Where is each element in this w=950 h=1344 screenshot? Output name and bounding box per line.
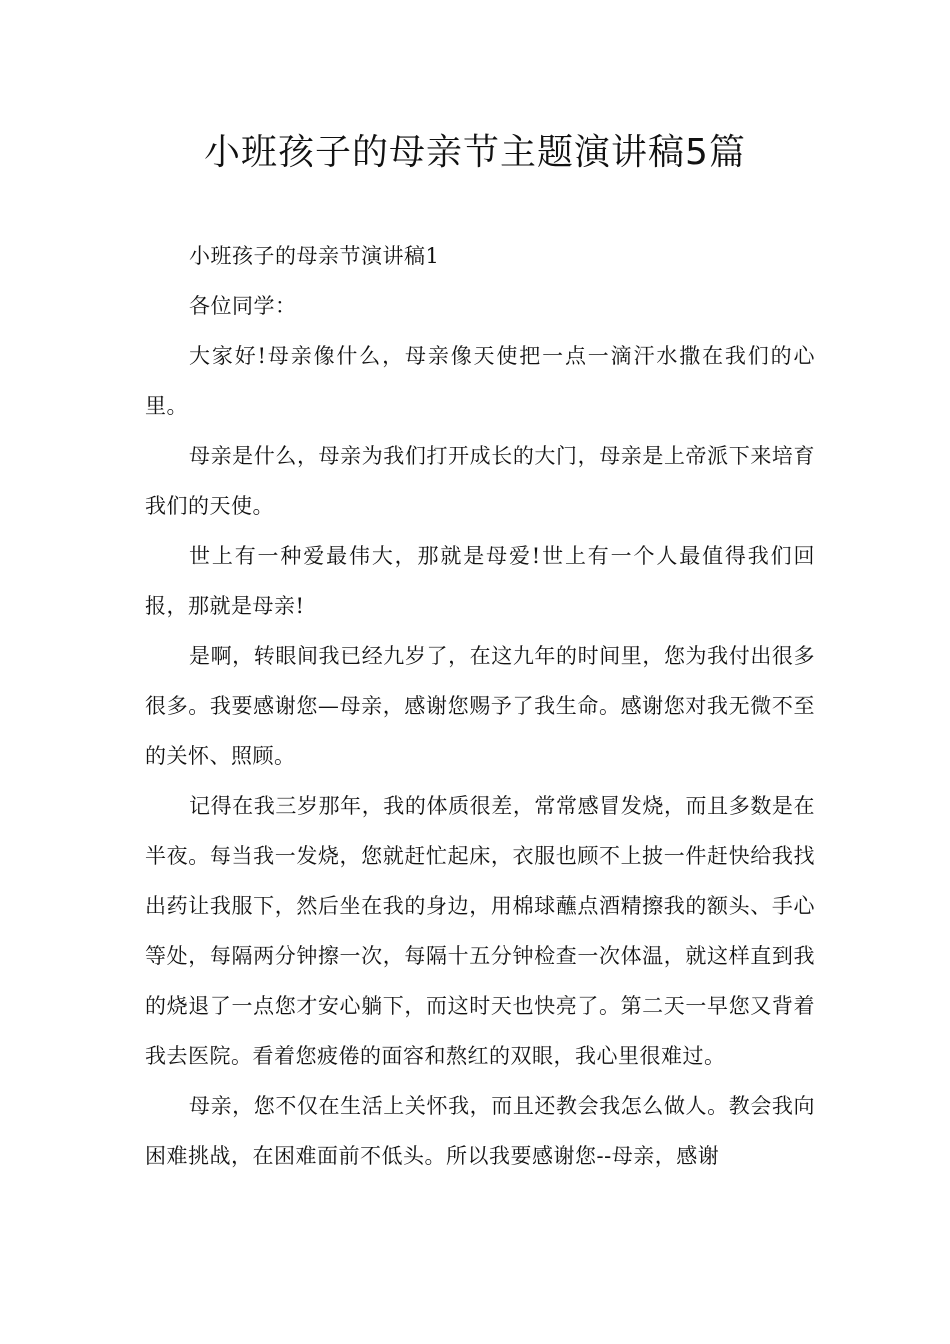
paragraph-speech-heading: 小班孩子的母亲节演讲稿1 bbox=[189, 244, 440, 268]
paragraph: 母亲，您不仅在生活上关怀我，而且还教会我怎么做人。教会我向困难挑战，在困难面前不低头。所以我要感谢您--母亲，感谢 bbox=[145, 1094, 815, 1168]
document-body bbox=[145, 231, 815, 1181]
paragraph: 是啊，转眼间我已经九岁了，在这九年的时间里，您为我付出很多很多。我要感谢您—母亲，感谢您赐予了我生命。感谢您对我无微不至的关怀、照顾。 bbox=[145, 644, 815, 768]
document-title: 小班孩子的母亲节主题演讲稿5篇 bbox=[204, 132, 746, 173]
paragraph: 世上有一种爱最伟大，那就是母爱!世上有一个人最值得我们回报，那就是母亲! bbox=[145, 544, 815, 618]
paragraph: 大家好!母亲像什么，母亲像天使把一点一滴汗水撒在我们的心里。 bbox=[145, 344, 815, 418]
paragraph-salutation: 各位同学： bbox=[189, 294, 297, 318]
paragraph: 记得在我三岁那年，我的体质很差，常常感冒发烧，而且多数是在半夜。每当我一发烧，您就赶忙起床，衣服也顾不上披一件赶快给我找出药让我服下，然后坐在我的身边，用棉球蘸点酒精擦我的额头、手心等处，每隔两分钟擦一次，每隔十五分钟检查一次体温，就这样直到我的烧退了一点您才安心躺下，而这时天也快亮了。第二天一早您又背着我去医院。看着您疲倦的面容和熬红的双眼，我心里很难过。 bbox=[145, 794, 815, 1068]
paragraph: 母亲是什么，母亲为我们打开成长的大门，母亲是上帝派下来培育我们的天使。 bbox=[145, 444, 815, 518]
